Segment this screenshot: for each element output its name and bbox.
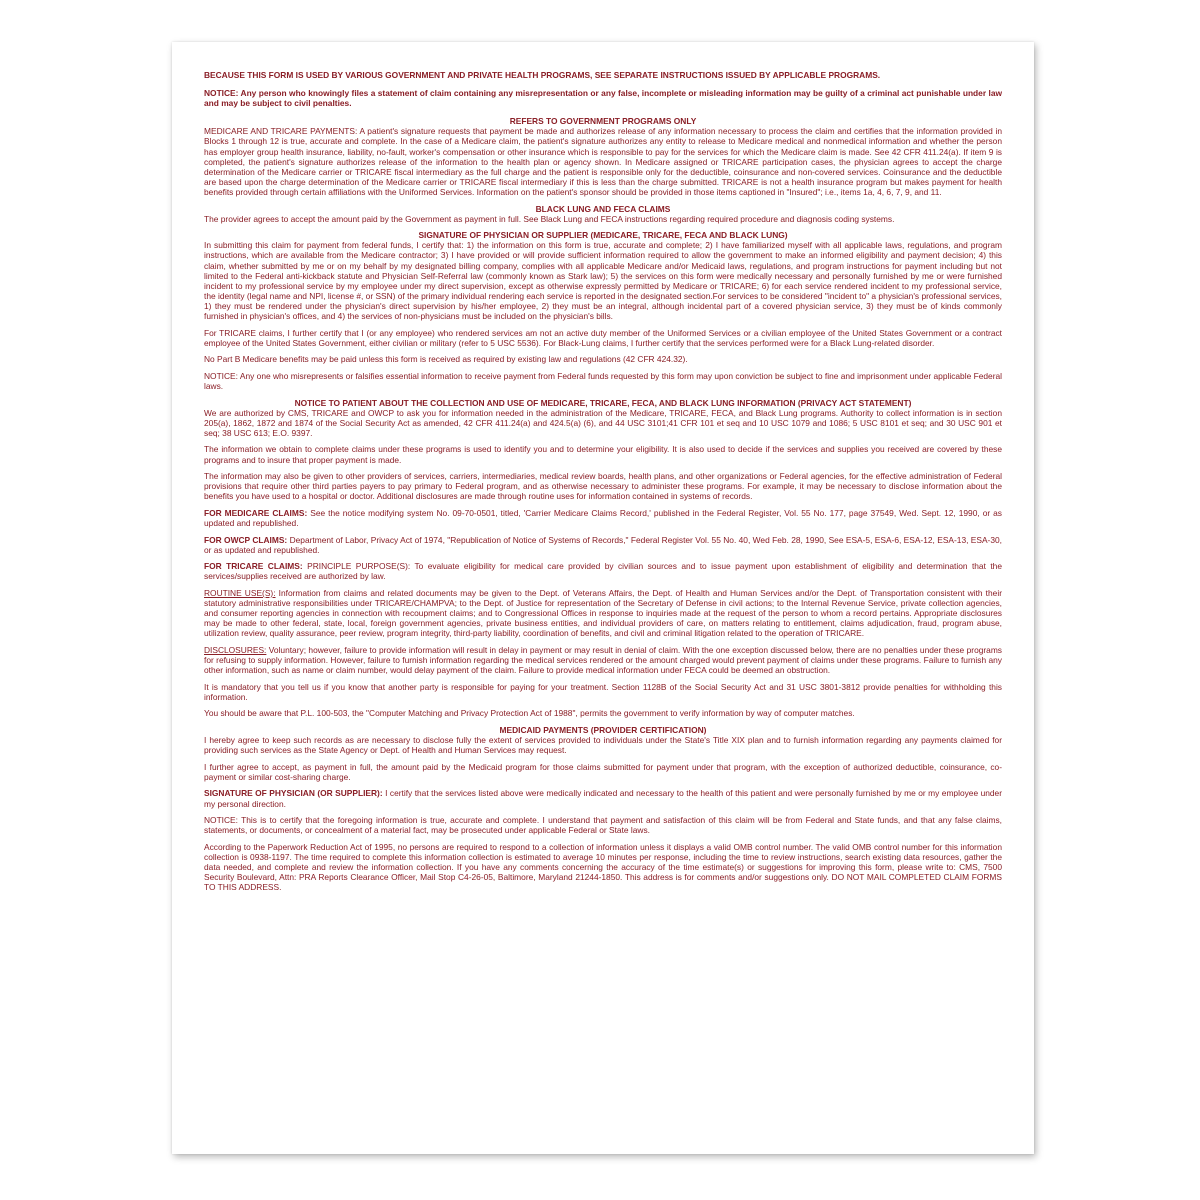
- certify-notice-text: NOTICE: This is to certify that the foregoing information is true, accurate and complete. I understand that payment and satisfaction of this claim will be from Federal and State funds, and that any false claims, statements, or documents, or concealment of a material fact, may be prosecuted under applicable Federal or State laws.: [204, 815, 1002, 836]
- medicare-tricare-payments: MEDICARE AND TRICARE PAYMENTS: A patient's signature requests that payment be made and authorizes release of any information necessary to process the claim and certifies that the information provided in Blocks 1 through 12 is true, accurate and complete. In the case of a Medicare claim, the patient's signature authorizes any entity to release to Medicare medical and nonmedical information and whether the person has employer group health insurance, liability, no-fault, worker's compensation or other insurance which is responsible to pay for the services for which the Medicare claim is made. See 42 CFR 411.24(a). If item 9 is completed, the patient's signature authorizes release of the information to the health plan or agency shown. In Medicare assigned or TRICARE participation cases, the physician agrees to accept the charge determination of the Medicare carrier or TRICARE fiscal intermediary as the full charge and the patient is responsible only for the deductible, coinsurance and non-covered services. Coinsurance and the deductible are based upon the charge determination of the Medicare carrier or TRICARE fiscal intermediary if this is less than the charge submitted. TRICARE is not a health insurance program but makes payment for health benefits provided through certain affiliations with the Uniformed Services. Information on the patient's sponsor should be provided in those items captioned in "Insured"; i.e., items 1a, 4, 6, 7, 9, and 11.: [204, 126, 1002, 197]
- misrepresentation-notice: NOTICE: Any one who misrepresents or falsifies essential information to receive payment from Federal funds requested by this form may upon conviction be subject to fine and imprisonment under applicable Federal laws.: [204, 370, 1002, 391]
- physician-signature-label: SIGNATURE OF PHYSICIAN (OR SUPPLIER):: [204, 788, 383, 799]
- section-title-privacy-act: NOTICE TO PATIENT ABOUT THE COLLECTION AND USE OF MEDICARE, TRICARE, FECA, AND BLACK LUNG INFORMATION (PRIVACY ACT STATEMENT): [294, 397, 912, 408]
- black-lung-feca-text: The provider agrees to accept the amount paid by the Government as payment in full. See Black Lung and FECA instructions regarding required procedure and diagnosis coding systems.: [204, 213, 895, 224]
- information-disclosure-text: The information may also be given to other providers of services, carriers, intermediaries, medical review boards, health plans, and other organizations or Federal agencies, for the effective administration of Federal provisions that require other third parties payers to pay primary to Federal program, and as otherwise necessary to administer these programs. For example, it may be necessary to disclose information about the benefits you have used to a hospital or doctor. Additional disclosures are made through routine uses for information contained in systems of records.: [204, 471, 1002, 502]
- tricare-claims-label: FOR TRICARE CLAIMS:: [204, 561, 303, 572]
- disclosures-text: Voluntary; however, failure to provide information will result in delay in payment or may result in denial of claim. With the one exception discussed below, there are no penalties under these programs for refusing to supply information. However, failure to furnish information regarding the medical services rendered or the amount charged would prevent payment of claims under these programs. Failure to furnish any other information, such as name or claim number, would delay payment of the claim. Failure to provide medical information under FECA could be deemed an obstruction.: [204, 644, 1002, 676]
- disclosures-paragraph: [204, 645, 1002, 675]
- medicare-claims-paragraph: [204, 508, 1002, 528]
- medicare-claims-label: FOR MEDICARE CLAIMS:: [204, 507, 308, 518]
- physician-signature-paragraph: [204, 788, 1002, 808]
- mandatory-text: It is mandatory that you tell us if you know that another party is responsible for paying for your treatment. Section 1128B of the Social Security Act and 31 USC 3801-3812 provide penalties for withholding this information.: [204, 681, 1002, 702]
- form-page: [172, 42, 1034, 1154]
- medicaid-records-text: I hereby agree to keep such records as are necessary to disclose fully the extent of services provided to individuals under the State's Title XIX plan and to furnish information regarding any payments claimed for providing such services as the State Agency or Dept. of Health and Human Services may request.: [204, 735, 1002, 756]
- physician-signature-text: I certify that the services listed above were medically indicated and necessary to the health of this patient and were personally furnished by me or my employee under my personal direction.: [204, 788, 1002, 809]
- paperwork-reduction-text: According to the Paperwork Reduction Act of 1995, no persons are required to respond to a collection of information unless it displays a valid OMB control number. The valid OMB control number for this information collection is 0938-1197. The time required to complete this information collection is estimated to average 10 minutes per response, including the time to review instructions, search existing data resources, gather the data needed, and complete and review the information collection. If you have any comments concerning the accuracy of the time estimate(s) or suggestions for improving this form, please write to: CMS, 7500 Security Boulevard, Attn: PRA Reports Clearance Officer, Mail Stop C4-26-05, Baltimore, Maryland 21244-1850. This address is for comments and/or suggestions only. DO NOT MAIL COMPLETED CLAIM FORMS TO THIS ADDRESS.: [204, 841, 1002, 893]
- section-title-black-lung-feca: BLACK LUNG AND FECA CLAIMS: [535, 203, 671, 214]
- part-b-text: No Part B Medicare benefits may be paid unless this form is received as required by existing law and regulations (42 CFR 424.32).: [204, 354, 688, 365]
- disclosures-label: DISCLOSURES:: [204, 644, 267, 655]
- information-use-text: The information we obtain to complete claims under these programs is used to identify you and to determine your eligibility. It is also used to decide if the services and supplies you received are covered by these programs and to insure that proper payment is made.: [204, 444, 1002, 465]
- computer-matching-text: You should be aware that P.L. 100-503, the "Computer Matching and Privacy Protection Act of 1988", permits the government to verify information by way of computer matches.: [204, 708, 855, 719]
- owcp-claims-text: Department of Labor, Privacy Act of 1974, "Republication of Notice of Systems of Records," Federal Register Vol. 55 No. 40, Wed Feb. 28, 1990, See ESA-5, ESA-6, ESA-12, ESA-13, ESA-30, or as updated and republished.: [204, 534, 1002, 555]
- section-title-signature-physician: SIGNATURE OF PHYSICIAN OR SUPPLIER (MEDICARE, TRICARE, FECA AND BLACK LUNG): [418, 230, 788, 241]
- certification-text: In submitting this claim for payment from federal funds, I certify that: 1) the information on this form is true, accurate and complete; 2) I have familiarized myself with all applicable laws, regulations, and program instructions, which are available from the Medicare contractor; 3) I have provided or will provide sufficient information required to allow the government to make an informed eligibility and payment decision; 4) this claim, whether submitted by me or on my behalf by my designated billing company, complies with all applicable Medicare and/or Medicaid laws, regulations, and program instructions for payment including but not limited to the Federal anti-kickback statute and Physician Self-Referral law (commonly known as Stark law); 5) the services on this form were medically necessary and personally furnished by me or were furnished incident to my professional service by my employee under my direct supervision, except as otherwise expressly permitted by Medicare or TRICARE; 6) for each service rendered incident to my professional service, the identity (legal name and NPI, license #, or SSN) of the primary individual rendering each service is reported in the designated section.For services to be considered "incident to" a physician's professional services, 1) they must be rendered under the physician's direct supervision by his/her employee, 2) they must be an integral, although incidental part of a covered physician service, 3) they must be of kinds commonly furnished in physician's offices, and 4) the services of non-physicians must be included on the physician's bills.: [204, 240, 1002, 321]
- section-title-government-programs: REFERS TO GOVERNMENT PROGRAMS ONLY: [509, 116, 697, 127]
- owcp-claims-paragraph: [204, 535, 1002, 555]
- section-title-medicaid-payments: MEDICAID PAYMENTS (PROVIDER CERTIFICATION): [499, 724, 707, 735]
- tricare-certification-text: For TRICARE claims, I further certify that I (or any employee) who rendered services am not an active duty member of the Uniformed Services or a civilian employee of the United States Government or a contract employee of the United States Government, either civilian or military (refer to 5 USC 5536). For Black-Lung claims, I further certify that the services performed were for a Black Lung-related disorder.: [204, 327, 1002, 348]
- medicaid-payment-text: I further agree to accept, as payment in full, the amount paid by the Medicaid program for those claims submitted for payment under that program, with the exception of authorized deductible, coinsurance, co-payment or similar cost-sharing charge.: [204, 761, 1002, 782]
- routine-uses-label: ROUTINE USE(S):: [204, 587, 276, 598]
- header-notice: NOTICE: Any person who knowingly files a statement of claim containing any misrepresentation or any false, incomplete or misleading information may be guilty of a criminal act punishable under law and may be subject to civil penalties.: [204, 88, 1002, 109]
- owcp-claims-label: FOR OWCP CLAIMS:: [204, 534, 288, 545]
- header-instructions: BECAUSE THIS FORM IS USED BY VARIOUS GOVERNMENT AND PRIVATE HEALTH PROGRAMS, SEE SEPARATE INSTRUCTIONS ISSUED BY APPLICABLE PROGRAMS.: [204, 70, 881, 80]
- tricare-claims-text: PRINCIPLE PURPOSE(S): To evaluate eligibility for medical care provided by civilian sources and to issue payment upon establishment of eligibility and determination that the services/supplies received are authorized by law.: [204, 561, 1002, 582]
- tricare-claims-paragraph: [204, 561, 1002, 581]
- medicare-claims-text: See the notice modifying system No. 09-70-0501, titled, 'Carrier Medicare Claims Record,' published in the Federal Register, Vol. 55 No. 177, page 37549, Wed. Sept. 12, 1990, or as updated and republished.: [204, 507, 1002, 528]
- authority-text: We are authorized by CMS, TRICARE and OWCP to ask you for information needed in the administration of the Medicare, TRICARE, FECA, and Black Lung programs. Authority to collect information is in section 205(a), 1862, 1872 and 1874 of the Social Security Act as amended, 42 CFR 411.24(a) and 424.5(a) (6), and 44 USC 3101;41 CFR 101 et seq and 10 USC 1079 and 1086; 5 USC 8101 et seq; and 30 USC 901 et seq; 38 USC 613; E.O. 9397.: [204, 407, 1002, 438]
- routine-uses-paragraph: [204, 588, 1002, 638]
- routine-uses-text: Information from claims and related documents may be given to the Dept. of Veterans Affairs, the Dept. of Health and Human Services and/or the Dept. of Transportation consistent with their statutory administrative responsibilities under TRICARE/CHAMPVA; to the Dept. of Justice for representation of the Secretary of Defense in civil actions; to the Internal Revenue Service, private collection agencies, and consumer reporting agencies in connection with recoupment claims; and to Congressional Offices in response to inquiries made at the request of the person to whom a record pertains. Appropriate disclosures may be made to other federal, state, local, foreign government agencies, private business entities, and individual providers of care, on matters relating to entitlement, claims adjudication, fraud, program abuse, utilization review, quality assurance, peer review, program integrity, third-party liability, coordination of benefits, and civil and criminal litigation related to the operation of TRICARE.: [204, 587, 1002, 639]
